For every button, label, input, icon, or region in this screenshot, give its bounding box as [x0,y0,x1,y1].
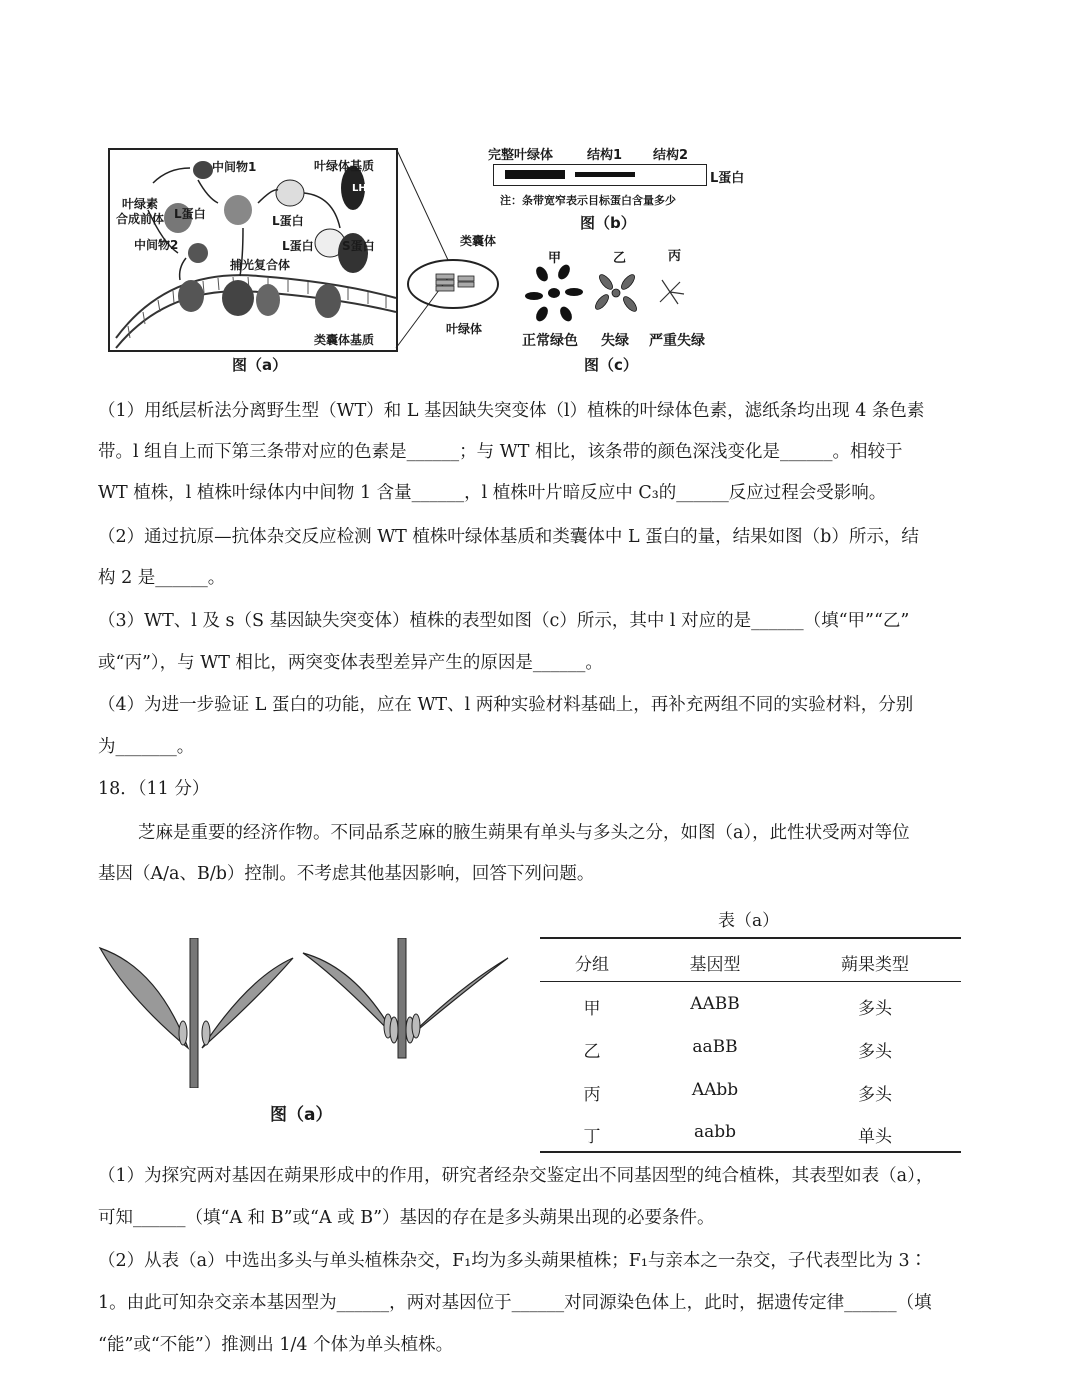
table-cell-fruit-type: 多头 [858,1085,892,1105]
fig-b-col-3: 结构2 [653,148,689,163]
leaf-figure-caption: 图（a） [270,1105,333,1125]
fig-b-band-structure1 [575,172,635,177]
table-cell-genotype: aaBB [692,1037,738,1057]
q17-part2-line1: （2）通过抗原—抗体杂交反应检测 WT 植株叶绿体基质和类囊体中 L 蛋白的量，结果如图（b）所示，结 [98,527,919,547]
table-cell-genotype: aabb [693,1122,737,1142]
fig-c-phenotype-2: 失绿 [601,333,629,349]
q18-part2-line3: “能”或“不能”）推测出 1/4 个体为单头植株。 [98,1335,454,1355]
fig-b-row-label: L蛋白 [710,171,745,186]
q17-part1-line3: WT 植株，l 植株叶绿体内中间物 1 含量______，l 植株叶片暗反应中 C₃的______反应过程会受影响。 [98,483,887,503]
table-bottom-rule [540,1151,961,1153]
table-top-rule [540,937,961,939]
fig-a-label-thylakoid-lumen: 类囊体基质 [314,333,375,347]
figure-a-caption: 图（a） [232,356,288,374]
q18-header: 18．（11 分） [98,779,210,799]
fig-a-label-stroma: 叶绿体基质 [314,159,375,173]
fig-a-label-intermediate1: 中间物1 [212,160,257,174]
fig-a-label-l-protein-1: L蛋白 [174,207,206,221]
table-cell-group: 丙 [583,1085,601,1105]
table-header-fruit-type: 蒴果类型 [841,955,909,975]
fig-c-name-jia: 甲 [548,251,562,266]
fig-c-plants [520,262,700,324]
q17-part4-line1: （4）为进一步验证 L 蛋白的功能，应在 WT、l 两种实验材料基础上，再补充两组不同的实验材料，分别 [98,695,914,715]
fig-a-label-l-protein-3: L蛋白 [282,239,314,253]
table-cell-group: 甲 [583,999,601,1019]
table-header-genotype: 基因型 [689,955,741,975]
q17-part1-line1: （1）用纸层析法分离野生型（WT）和 L 基因缺失突变体（l）植株的叶绿体色素，滤纸条均出现 4 条色素 [98,401,925,421]
table-header-group: 分组 [575,955,609,975]
fig-a-label-s-protein: S蛋白 [342,239,375,253]
q18-intro-line2: 基因（A/a、B/b）控制。不考虑其他基因影响，回答下列问题。 [98,864,595,884]
fig-b-band-intact [505,170,565,179]
q18-part1-line2: 可知______（填“A 和 B”或“A 或 B”）基因的存在是多头蒴果出现的必要条件。 [98,1208,715,1228]
fig-c-name-yi: 乙 [613,251,627,266]
q18-intro-line1: 芝麻是重要的经济作物。不同品系芝麻的腋生蒴果有单头与多头之分，如图（a），此性状受两对等位 [138,823,910,843]
fig-a-label-precursor-1: 叶绿素 [122,197,159,211]
table-cell-fruit-type: 多头 [858,1042,892,1062]
leaf-figure [98,938,518,1088]
q17-part2-line2: 构 2 是______。 [98,568,226,588]
table-header-rule [540,981,961,982]
table-cell-genotype: AABB [690,994,740,1014]
fig-b-col-2: 结构1 [587,148,623,163]
figure-b-caption: 图（b） [580,214,636,232]
fig-a-label-intermediate2: 中间物2 [134,238,179,252]
table-cell-fruit-type: 单头 [858,1127,892,1147]
q17-part3-line1: （3）WT、l 及 s（S 基因缺失突变体）植株的表型如图（c）所示，其中 l 对应的是______（填“甲”“乙” [98,611,910,631]
q18-part2-line2: 1。由此可知杂交亲本基因型为______，两对基因位于______对同源染色体上，此时，据遗传定律______（填 [98,1293,932,1313]
figure-c-caption: 图（c） [584,356,638,374]
fig-a-label-thylakoid: 类囊体 [460,234,497,248]
table-title: 表（a） [718,911,780,931]
fig-c-name-bing: 丙 [668,249,682,264]
table-cell-group: 丁 [583,1127,601,1147]
fig-c-phenotype-1: 正常绿色 [522,333,578,349]
table-cell-genotype: AAbb [691,1080,739,1100]
fig-b-note: 注：条带宽窄表示目标蛋白含量多少 [500,194,676,207]
fig-a-label-light-complex: 捕光复合体 [230,258,291,272]
q18-part2-line1: （2）从表（a）中选出多头与单头植株杂交，F₁均为多头蒴果植株；F₁与亲本之一杂交，子代表型比为 3∶ [98,1251,928,1271]
fig-b-col-1: 完整叶绿体 [488,148,554,163]
table-cell-group: 乙 [583,1042,601,1062]
q17-part3-line2: 或“丙”），与 WT 相比，两突变体表型差异产生的原因是______。 [98,653,603,673]
q17-part4-line2: 为_______。 [98,737,195,757]
q18-part1-line1: （1）为探究两对基因在蒴果形成中的作用，研究者经杂交鉴定出不同基因型的纯合植株，其表型如表（a）， [98,1166,934,1186]
fig-a-label-lhcp: LHCP [352,183,382,194]
fig-a-label-chloroplast: 叶绿体 [446,322,483,336]
q17-part1-line2: 带。l 组自上而下第三条带对应的色素是______；与 WT 相比，该条带的颜色深浅变化是______。相较于 [98,442,903,462]
table-cell-fruit-type: 多头 [858,999,892,1019]
fig-a-label-precursor-2: 合成前体 [116,212,165,226]
fig-a-label-l-protein-2: L蛋白 [272,214,304,228]
fig-c-phenotype-3: 严重失绿 [649,333,705,349]
